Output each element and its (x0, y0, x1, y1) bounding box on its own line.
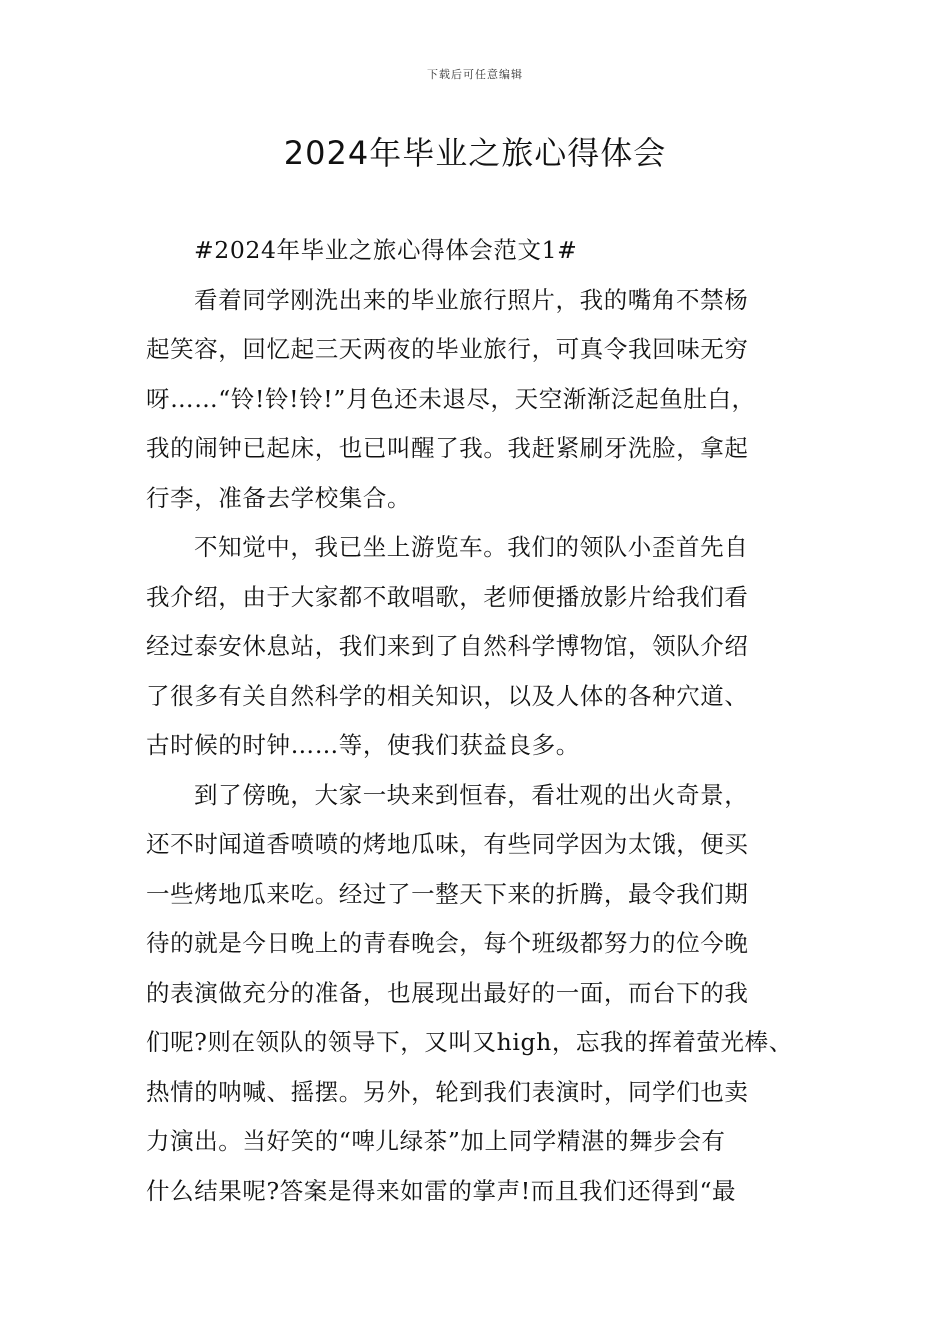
text-line: 一些烤地瓜来吃。经过了一整天下来的折腾，最令我们期 (146, 879, 749, 908)
text-line: 还不时闻道香喷喷的烤地瓜味，有些同学因为太饿，便买 (146, 830, 749, 858)
text-line: #2024年毕业之旅心得体会范文1# (194, 236, 578, 264)
text-line: 热情的呐喊、摇摆。另外，轮到我们表演时，同学们也卖 (146, 1077, 749, 1106)
text-line: 什么结果呢?答案是得来如雷的掌声!而且我们还得到“最 (146, 1176, 737, 1205)
text-line: 力演出。当好笑的“啤儿绿茶”加上同学精湛的舞步会有 (146, 1127, 726, 1155)
text-line: 经过泰安休息站，我们来到了自然科学博物馆，领队介绍 (146, 632, 749, 660)
text-line: 待的就是今日晚上的青春晚会，每个班级都努力的位今晚 (146, 929, 749, 957)
text-line: 们呢?则在领队的领导下，又叫又high，忘我的挥着萤光棒、 (146, 1028, 793, 1056)
header-note: 下载后可任意编辑 (427, 68, 523, 81)
text-line: 起笑容，回忆起三天两夜的毕业旅行，可真令我回味无穷 (146, 335, 749, 363)
text-line: 的表演做充分的准备，也展现出最好的一面，而台下的我 (146, 978, 749, 1007)
document-body (146, 226, 806, 1216)
text-line: 看着同学刚洗出来的毕业旅行照片，我的嘴角不禁杨 (194, 285, 749, 314)
text-line: 了很多有关自然科学的相关知识，以及人体的各种穴道、 (146, 681, 749, 710)
text-line: 行李，准备去学校集合。 (146, 483, 412, 512)
text-line: 不知觉中，我已坐上游览车。我们的领队小歪首先自 (194, 533, 749, 561)
document-title: 2024年毕业之旅心得体会 (283, 134, 667, 172)
text-line: 到了傍晚，大家一块来到恒春，看壮观的出火奇景， (194, 780, 749, 809)
text-line: 我介绍，由于大家都不敢唱歌，老师便播放影片给我们看 (146, 582, 749, 611)
text-line: 我的闹钟已起床，也已叫醒了我。我赶紧刷牙洗脸，拿起 (146, 434, 749, 462)
text-line: 呀……“铃!铃!铃!”月色还未退尽，天空渐渐泛起鱼肚白， (146, 384, 756, 413)
text-line: 古时候的时钟……等，使我们获益良多。 (146, 731, 580, 759)
